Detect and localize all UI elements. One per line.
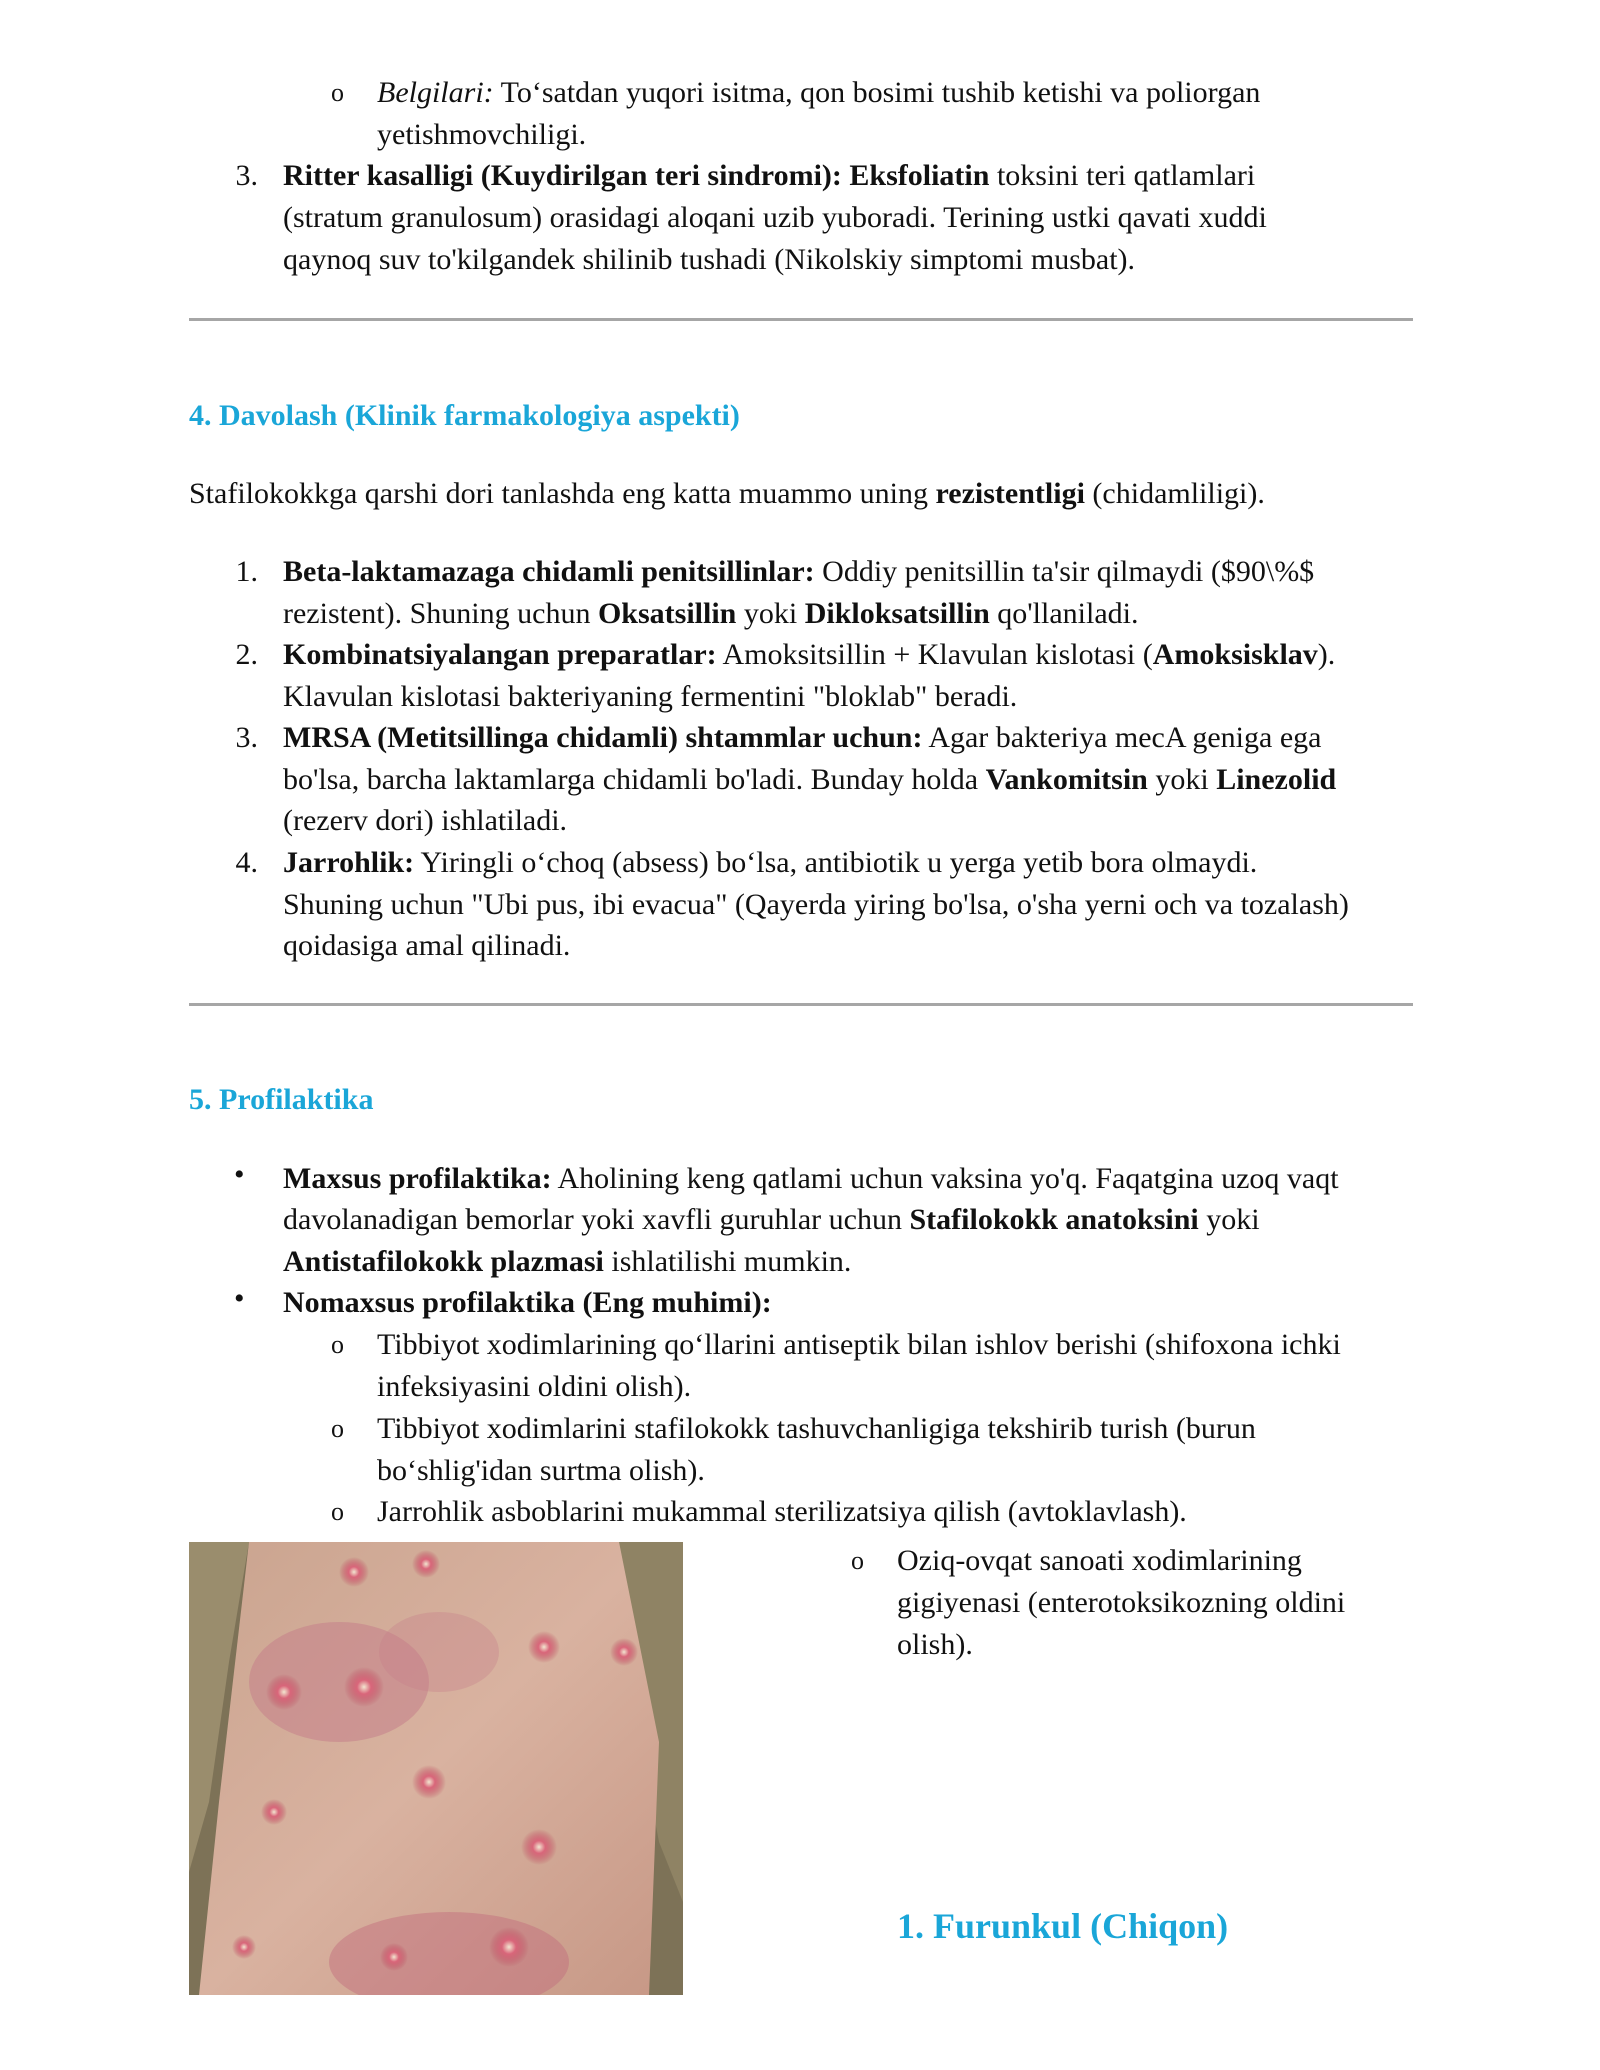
sub-bullet-marker: o <box>851 1546 864 1575</box>
sub-bullet-marker: o <box>331 1330 344 1359</box>
sub-bullet-line: Tibbiyot xodimlarini stafilokokk tashuvchanligiga tekshirib turish (burun <box>377 1412 1256 1445</box>
belgilari-label: Belgilari: <box>377 76 494 109</box>
list-number: 4. <box>235 846 258 879</box>
bullet-line: Maxsus profilaktika: Aholining keng qatlami uchun vaksina yo'q. Faqatgina uzoq vaqt <box>283 1162 1339 1195</box>
horizontal-rule <box>189 1003 1413 1006</box>
list-item-line: Klavulan kislotasi bakteriyaning fermentini "bloklab" beradi. <box>283 680 1018 713</box>
bullet-marker: • <box>234 1158 245 1191</box>
list-item-line: bo'lsa, barcha laktamlarga chidamli bo'ladi. Bunday holda Vankomitsin yoki Linezolid <box>283 763 1337 796</box>
list-number: 3. <box>235 159 258 192</box>
section-heading: 5. Profilaktika <box>189 1083 374 1116</box>
ritter-line-2: (stratum granulosum) orasidagi aloqani uzib yuboradi. Terining ustki qavati xuddi <box>283 201 1267 234</box>
sub-bullet-marker: o <box>331 1414 344 1443</box>
sub-bullet-line: gigiyenasi (enterotoksikozning oldini <box>897 1586 1346 1619</box>
bullet-line: Antistafilokokk plazmasi ishlatilishi mumkin. <box>283 1245 852 1278</box>
ritter-line-1: Ritter kasalligi (Kuydirilgan teri sindromi): Eksfoliatin toksini teri qatlamlari <box>283 159 1256 192</box>
list-number: 3. <box>235 721 258 754</box>
sub-bullet-marker: o <box>331 1497 344 1526</box>
sub-bullet-line: olish). <box>897 1628 973 1661</box>
belgilari-line-2: yetishmovchiligi. <box>377 118 587 151</box>
horizontal-rule <box>189 318 1413 321</box>
list-item-line: Beta-laktamazaga chidamli penitsillinlar: Oddiy penitsillin ta'sir qilmaydi ($90\%$ <box>283 555 1315 588</box>
skin-lesion-photo <box>189 1542 683 1995</box>
skin-lesion-image <box>189 1542 683 1995</box>
sub-bullet-line: Oziq-ovqat sanoati xodimlarining <box>897 1544 1302 1577</box>
list-item-line: rezistent). Shuning uchun Oksatsillin yoki Dikloksatsillin qo'llaniladi. <box>283 597 1139 630</box>
sub-bullet-line: Tibbiyot xodimlarining qo‘llarini antiseptik bilan ishlov berishi (shifoxona ichki <box>377 1328 1341 1361</box>
section-heading: 4. Davolash (Klinik farmakologiya aspekti) <box>189 399 740 432</box>
sub-bullet-line: bo‘shlig'idan surtma olish). <box>377 1454 705 1487</box>
list-item-line: Jarrohlik: Yiringli o‘choq (absess) bo‘lsa, antibiotik u yerga yetib bora olmaydi. <box>283 846 1258 879</box>
bullet-marker: • <box>234 1282 245 1315</box>
list-item-line: Shuning uchun "Ubi pus, ibi evacua" (Qayerda yiring bo'lsa, o'sha yerni och va tozalash) <box>283 888 1349 921</box>
ritter-line-3: qaynoq suv to'kilgandek shilinib tushadi (Nikolskiy simptomi musbat). <box>283 243 1136 276</box>
belgilari-line: Belgilari: To‘satdan yuqori isitma, qon bosimi tushib ketishi va poliorgan <box>377 76 1261 109</box>
list-item-line: Kombinatsiyalangan preparatlar: Amoksitsillin + Klavulan kislotasi (Amoksisklav). <box>283 638 1336 671</box>
list-number: 1. <box>235 555 258 588</box>
sub-bullet-line: infeksiyasini oldini olish). <box>377 1370 692 1403</box>
list-item-line: (rezerv dori) ishlatiladi. <box>283 804 568 837</box>
next-section-heading: 1. Furunkul (Chiqon) <box>897 1906 1229 1946</box>
sub-bullet-line: Jarrohlik asboblarini mukammal sterilizatsiya qilish (avtoklavlash). <box>377 1495 1187 1528</box>
bullet-line: Nomaxsus profilaktika (Eng muhimi): <box>283 1286 772 1319</box>
list-number: 2. <box>235 638 258 671</box>
list-item-line: MRSA (Metitsillinga chidamli) shtammlar uchun: Agar bakteriya mecA geniga ega <box>283 721 1322 754</box>
bullet-line: davolanadigan bemorlar yoki xavfli guruhlar uchun Stafilokokk anatoksini yoki <box>283 1203 1260 1236</box>
list-item-line: qoidasiga amal qilinadi. <box>283 929 571 962</box>
section-intro: Stafilokokkga qarshi dori tanlashda eng katta muammo uning rezistentligi (chidamliligi). <box>189 477 1265 510</box>
sub-bullet-marker: o <box>331 78 344 107</box>
